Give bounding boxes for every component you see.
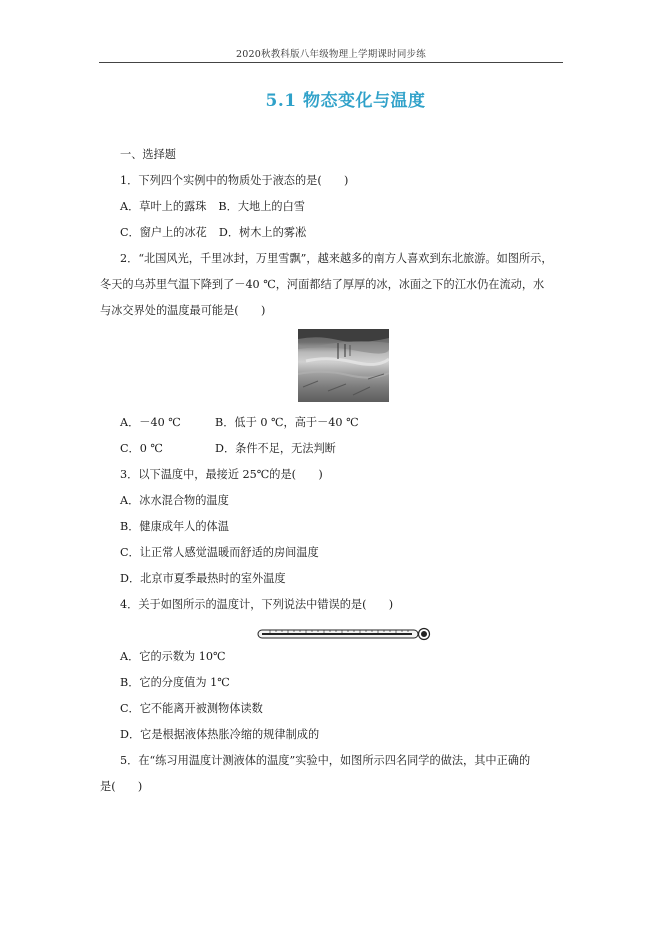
- question-2-line-1: [120, 252, 553, 266]
- option-2c: C．0 ℃: [120, 442, 163, 455]
- option-3c: C．让正常人感觉温暖而舒适的房间温度: [120, 546, 319, 559]
- frozen-river-photo-drawing: [298, 329, 389, 402]
- question-3-text: 以下温度中，最接近 25℃的是( ): [138, 468, 323, 481]
- question-1-options-row-2: [120, 226, 306, 240]
- question-2-text-1: “北国风光，千里冰封，万里雪飘”，越来越多的南方人喜欢到东北旅游。如图所示，: [138, 252, 553, 265]
- question-1-text: 下列四个实例中的物质处于液态的是( ): [138, 174, 349, 187]
- option-2b: B．低于 0 ℃，高于－40 ℃: [215, 416, 359, 429]
- option-3a: A．冰水混合物的温度: [120, 494, 229, 507]
- option-4a: A．它的示数为 10℃: [120, 650, 226, 663]
- question-3-number: 3．: [120, 468, 139, 481]
- question-2-line-3: 与冰交界处的温度最可能是( ): [100, 304, 266, 317]
- page-header: 2020秋教科版八年级物理上学期课时同步练: [236, 49, 426, 60]
- thermometer-drawing: [256, 627, 434, 641]
- question-1-options-row-1: [120, 200, 305, 214]
- lesson-title-text: 5.1 物态变化与温度: [265, 91, 426, 111]
- frozen-river-photo: [298, 329, 389, 402]
- option-4d: D．它是根据液体热胀冷缩的规律制成的: [120, 728, 320, 741]
- option-2a: A．－40 ℃: [120, 416, 181, 429]
- question-4-number: 4．: [120, 598, 139, 611]
- lesson-title: [0, 86, 661, 111]
- question-5-line-1: [120, 754, 530, 768]
- question-2-options-row-2: [120, 442, 336, 456]
- question-2-number: 2．: [120, 252, 139, 265]
- option-1d: D．树木上的雾凇: [218, 226, 307, 239]
- question-2-options-row-1: [120, 416, 359, 430]
- question-3: [120, 468, 323, 482]
- option-1b: B．大地上的白雪: [218, 200, 305, 213]
- option-4c: C．它不能离开被测物体读数: [120, 702, 263, 715]
- question-1-number: 1．: [120, 174, 139, 187]
- question-5-text-1: 在“练习用温度计测液体的温度”实验中，如图所示四名同学的做法，其中正确的: [138, 754, 531, 767]
- question-4-text: 关于如图所示的温度计，下列说法中错误的是( ): [138, 598, 394, 611]
- question-1: [120, 174, 348, 188]
- option-1a: A．草叶上的露珠: [120, 200, 207, 213]
- option-1c: C．窗户上的冰花: [120, 226, 207, 239]
- section-label: 一、选择题: [120, 148, 176, 161]
- question-2-line-2: 冬天的乌苏里气温下降到了－40 ℃，河面都结了厚厚的冰，冰面之下的江水仍在流动，水: [100, 278, 545, 291]
- question-5-number: 5．: [120, 754, 139, 767]
- option-2d: D．条件不足，无法判断: [215, 442, 336, 455]
- header-rule: [99, 62, 563, 63]
- thermometer-figure: [256, 626, 434, 640]
- option-4b: B．它的分度值为 1℃: [120, 676, 230, 689]
- question-5-line-2: 是( ): [100, 780, 143, 793]
- question-4: [120, 598, 393, 612]
- option-3d: D．北京市夏季最热时的室外温度: [120, 572, 286, 585]
- option-3b: B．健康成年人的体温: [120, 520, 229, 533]
